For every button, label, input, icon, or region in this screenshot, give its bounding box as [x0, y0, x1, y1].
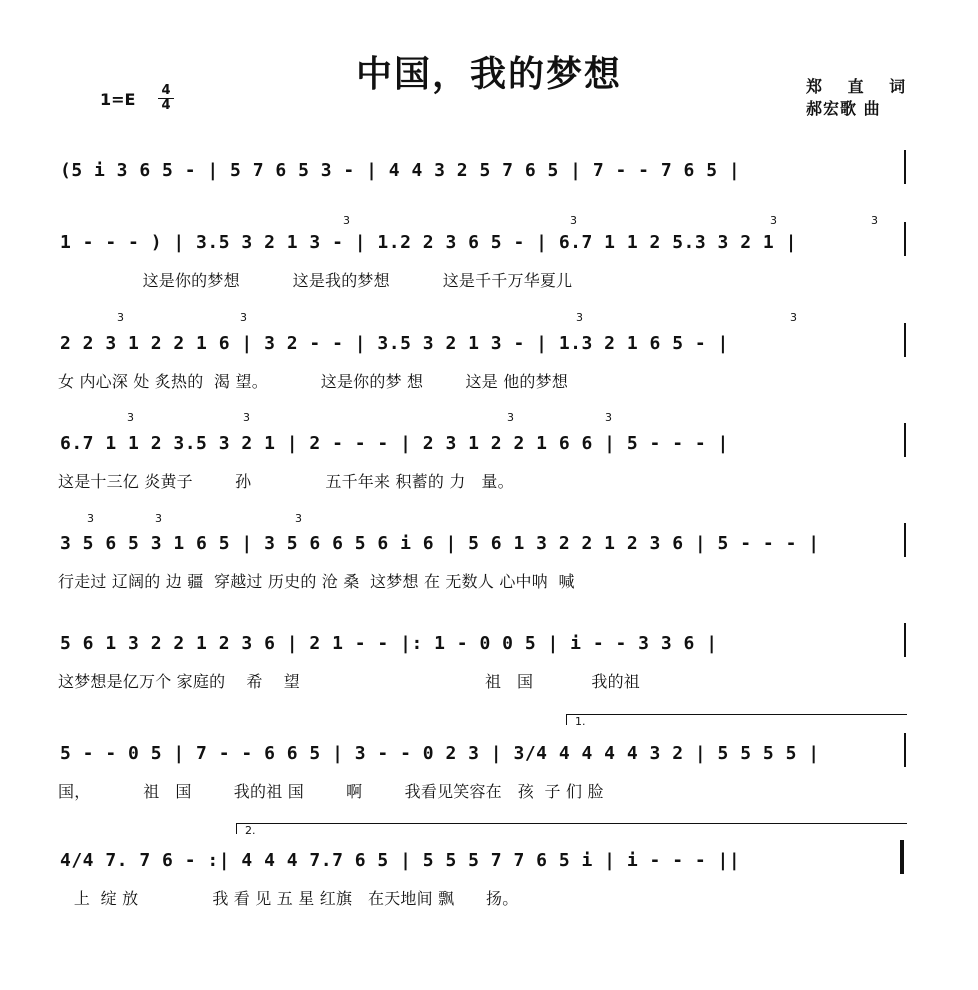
notation-line-8: 4/4 7. 7 6 - :| 4 4 4 7.7 6 5 | 5 5 5 7 7 6 5 i | i - - - ||: [60, 850, 741, 871]
triplet-mark: 3: [570, 214, 577, 227]
notation-line-7: 5 - - 0 5 | 7 - - 6 6 5 | 3 - - 0 2 3 | 3/4 4 4 4 4 3 2 | 5 5 5 5 |: [60, 743, 820, 764]
lyric-line-8: 上 绽 放 我 看 见 五 星 红旗 在天地间 飘 扬。: [58, 889, 519, 908]
lyric-line-4: 这是十三亿 炎黄子 孙 五千年来 积蓄的 力 量。: [58, 472, 514, 491]
triplet-mark: 3: [240, 311, 247, 324]
lyric-line-2: 这是你的梦想 这是我的梦想 这是千千万华夏儿: [58, 271, 573, 290]
lyricist-credit: 郑 直 词: [806, 77, 916, 96]
notation-line-6: 5 6 1 3 2 2 1 2 3 6 | 2 1 - - |: 1 - 0 0 5 | i - - 3 3 6 |: [60, 633, 718, 654]
notation-line-3: 2 2 3 1 2 2 1 6 | 3 2 - - | 3.5 3 2 1 3 - | 1.3 2 1 6 5 - |: [60, 333, 729, 354]
triplet-mark: 3: [243, 411, 250, 424]
lyric-line-7: 国， 祖 国 我的祖 国 啊 我看见笑容在 孩 子 们 脸: [58, 782, 604, 801]
song-title: 中国，我的梦想: [355, 53, 622, 95]
composer-credit: 郝宏歌 曲: [806, 99, 881, 118]
triplet-mark: 3: [295, 512, 302, 525]
lyric-line-6: 这梦想是亿万个 家庭的 希 望 祖 国 我的祖: [58, 672, 640, 691]
final-barline: [900, 840, 904, 874]
time-signature: [158, 84, 174, 113]
barline: [904, 150, 906, 184]
triplet-mark: 3: [790, 311, 797, 324]
second-ending-bracket: [236, 823, 907, 837]
triplet-mark: 3: [605, 411, 612, 424]
barline: [904, 323, 906, 357]
meter-bottom: 4: [158, 98, 174, 113]
notation-line-5: 3 5 6 5 3 1 6 5 | 3 5 6 6 5 6 i 6 | 5 6 1 3 2 2 1 2 3 6 | 5 - - - |: [60, 533, 820, 554]
notation-line-4: 6.7 1 1 2 3.5 3 2 1 | 2 - - - | 2 3 1 2 2 1 6 6 | 5 - - - |: [60, 433, 729, 454]
key-signature: 1=E: [100, 90, 136, 109]
triplet-mark: 3: [127, 411, 134, 424]
triplet-mark: 3: [576, 311, 583, 324]
triplet-mark: 3: [770, 214, 777, 227]
barline: [904, 523, 906, 557]
triplet-mark: 3: [87, 512, 94, 525]
meter-top: 4: [161, 83, 171, 98]
triplet-mark: 3: [507, 411, 514, 424]
barline: [904, 623, 906, 657]
barline: [904, 733, 906, 767]
notation-line-2: 1 - - - ) | 3.5 3 2 1 3 - | 1.2 2 3 6 5 - | 6.7 1 1 2 5.3 3 2 1 |: [60, 232, 797, 253]
first-ending-label: 1.: [575, 715, 586, 728]
triplet-mark: 3: [117, 311, 124, 324]
notation-line-1: (5 i 3 6 5 - | 5 7 6 5 3 - | 4 4 3 2 5 7 6 5 | 7 - - 7 6 5 |: [60, 160, 741, 181]
triplet-mark: 3: [343, 214, 350, 227]
barline: [904, 423, 906, 457]
lyric-line-3: 女 内心深 处 炙热的 渴 望。 这是你的梦 想 这是 他的梦想: [58, 372, 569, 391]
triplet-mark: 3: [871, 214, 878, 227]
triplet-mark: 3: [155, 512, 162, 525]
first-ending-bracket: [566, 714, 907, 728]
second-ending-label: 2.: [245, 824, 256, 837]
lyric-line-5: 行走过 辽阔的 边 疆 穿越过 历史的 沧 桑 这梦想 在 无数人 心中呐 喊: [58, 572, 575, 591]
barline: [904, 222, 906, 256]
